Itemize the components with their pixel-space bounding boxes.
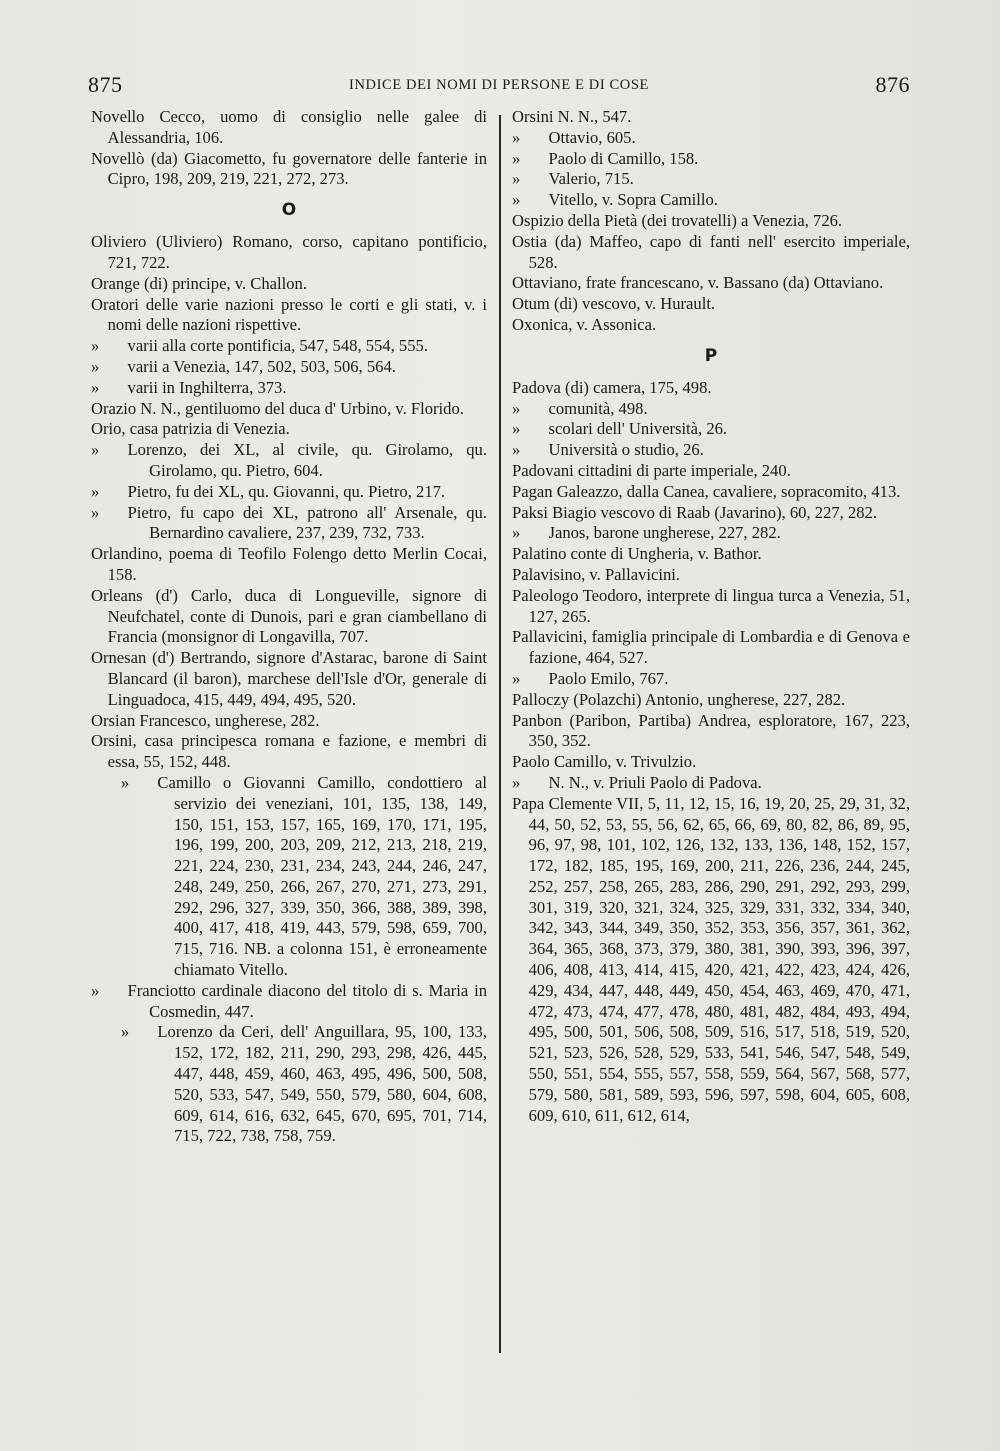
running-title: INDICE DEI NOMI DI PERSONE E DI COSE (349, 77, 649, 93)
ditto-mark: » (91, 336, 100, 356)
index-subentry (91, 357, 487, 378)
index-entry: Paleologo Teodoro, interprete di lingua turca a Venezia, 51, 127, 265. (512, 585, 910, 626)
ditto-mark: » (91, 502, 100, 522)
ditto-mark: » (512, 148, 521, 168)
right-column (512, 107, 910, 1126)
ditto-mark: » (512, 169, 521, 189)
index-subentry (512, 773, 910, 794)
ditto-mark: » (91, 440, 100, 460)
index-subentry (512, 523, 910, 544)
index-subentry (512, 190, 910, 211)
index-entry: Orlandino, poema di Teofilo Folengo detto Merlin Cocai, 158. (91, 544, 487, 584)
index-subentry (91, 440, 487, 482)
subentry-text: Università o studio, 26. (548, 440, 704, 460)
section-letter: P (704, 345, 718, 366)
index-entry: Ospizio della Pietà (dei trovatelli) a Venezia, 726. (512, 210, 843, 230)
ditto-mark: » (512, 419, 521, 439)
ditto-mark: » (120, 1022, 130, 1042)
index-subentry (91, 981, 487, 1023)
section-letter: O (281, 200, 297, 221)
subentry-text: Valerio, 715. (548, 169, 634, 189)
index-subentry (512, 399, 910, 420)
index-subentry (512, 128, 910, 149)
subentry-text: Pietro, fu capo dei XL, patrono all' Arsenale, qu. Bernardino cavaliere, 237, 239, 732, 733. (127, 502, 487, 543)
index-subentry (91, 336, 487, 357)
index-entry: Ostia (da) Maffeo, capo di fanti nell' esercito imperiale, 528. (512, 231, 910, 272)
index-subentry (512, 440, 910, 461)
index-entry: Pagan Galeazzo, dalla Canea, cavaliere, sopracomito, 413. (512, 481, 901, 501)
subentry-text: Lorenzo da Ceri, dell' Anguillara, 95, 100, 133, 152, 172, 182, 211, 290, 293, 298, 426, 445, 447, 448, 459, 460, 463, 495, 496, 500, 508, 520, 533, 547, 549, 550, 579, 580, 604, 608, 609, 614, 616, 632, 645, 670, 695, 701, 714, 715, 722, 738, 758, 759. (157, 1022, 487, 1146)
subentry-text: Vitello, v. Sopra Camillo. (548, 190, 718, 210)
ditto-mark: » (512, 772, 521, 792)
subentry-text: N. N., v. Priuli Paolo di Padova. (548, 772, 762, 792)
subentry-text: Camillo o Giovanni Camillo, condottiero al servizio dei veneziani, 101, 135, 138, 149, 150, 151, 153, 157, 165, 169, 170, 171, 195, 196, 199, 200, 203, 209, 212, 213, 218, 219, 221, 224, 230, 231, 234, 243, 244, 246, 247, 248, 249, 250, 266, 267, 270, 271, 273, 291, 292, 296, 327, 339, 350, 366, 388, 389, 398, 400, 417, 418, 419, 443, 579, 598, 659, 700, 715, 716. NB. a colonna 151, è erroneamente chiamato Vitello. (157, 772, 487, 980)
ditto-mark: » (91, 356, 100, 376)
index-entry: Otum (di) vescovo, v. Hurault. (512, 294, 716, 314)
index-subentry (512, 419, 910, 440)
index-subentry (91, 1022, 487, 1147)
index-entry: Orazio N. N., gentiluomo del duca d' Urbino, v. Florido. (91, 398, 464, 418)
index-entry: Orsini N. N., 547. (512, 107, 632, 126)
index-entry: Oratori delle varie nazioni presso le corti e gli stati, v. i nomi delle nazioni rispettive. (91, 294, 487, 335)
index-entry: Ottaviano, frate francescano, v. Bassano (da) Ottaviano. (512, 273, 884, 293)
index-entry: Palloczy (Polazchi) Antonio, ungherese, 227, 282. (512, 689, 846, 709)
page-number-right: 876 (875, 72, 910, 97)
index-entry: Paksi Biagio vescovo di Raab (Javarino), 60, 227, 282. (512, 502, 878, 522)
subentry-text: comunità, 498. (548, 398, 648, 418)
ditto-mark: » (91, 377, 100, 397)
subentry-text: Janos, barone ungherese, 227, 282. (548, 523, 781, 543)
index-entry: Novellò (da) Giacometto, fu governatore delle fanterie in Cipro, 198, 209, 219, 221, 272, 273. (91, 148, 487, 189)
subentry-text: Ottavio, 605. (548, 127, 636, 147)
ditto-mark: » (512, 398, 521, 418)
index-entry: Papa Clemente VII, 5, 11, 12, 15, 16, 19, 20, 25, 29, 31, 32, 44, 50, 52, 53, 55, 56, 62, 65, 66, 69, 80, 82, 86, 89, 95, 96, 97, 98, 101, 102, 126, 132, 133, 136, 148, 152, 157, 172, 182, 185, 195, 169, 200, 211, 226, 236, 244, 245, 252, 257, 258, 265, 283, 286, 290, 291, 292, 293, 299, 301, 319, 320, 321, 324, 325, 329, 331, 332, 334, 340, 342, 343, 344, 349, 350, 352, 353, 356, 357, 361, 362, 364, 365, 368, 373, 379, 380, 381, 390, 393, 396, 397, 406, 408, 413, 414, 415, 420, 421, 422, 423, 424, 426, 429, 434, 447, 448, 449, 450, 454, 463, 469, 470, 471, 472, 473, 474, 477, 478, 480, 481, 482, 484, 493, 494, 495, 500, 501, 506, 508, 509, 516, 517, 518, 519, 520, 521, 523, 526, 528, 529, 533, 541, 546, 547, 548, 549, 550, 551, 554, 555, 557, 558, 559, 564, 567, 568, 577, 579, 580, 581, 589, 593, 596, 597, 598, 604, 605, 608, 609, 610, 611, 612, 614, (512, 793, 910, 1125)
ditto-mark: » (512, 440, 521, 460)
index-entry: Panbon (Paribon, Partiba) Andrea, esploratore, 167, 223, 350, 352. (512, 710, 910, 751)
subentry-text: Pietro, fu dei XL, qu. Giovanni, qu. Pietro, 217. (127, 481, 446, 501)
index-entry: Orange (di) principe, v. Challon. (91, 273, 307, 293)
index-entry: Palavisino, v. Pallavicini. (512, 564, 681, 584)
subentry-text: varii alla corte pontificia, 547, 548, 554, 555. (127, 336, 428, 356)
column-divider (499, 115, 501, 1353)
index-entry: Ornesan (d') Bertrando, signore d'Astarac, barone di Saint Blancard (il baron), marchese dell'Isle d'Or, generale di Linguadoca, 415, 449, 494, 495, 520. (91, 648, 487, 709)
index-entry: Palatino conte di Ungheria, v. Bathor. (512, 544, 762, 564)
ditto-mark: » (512, 668, 521, 688)
index-entry: Orsini, casa principesca romana e fazione, e membri di essa, 55, 152, 448. (91, 731, 487, 772)
index-entry: Oliviero (Uliviero) Romano, corso, capitano pontificio, 721, 722. (91, 232, 487, 272)
index-entry: Novello Cecco, uomo di consiglio nelle galee di Alessandria, 106. (91, 107, 487, 147)
subentry-text: varii a Venezia, 147, 502, 503, 506, 564. (127, 356, 396, 376)
ditto-mark: » (512, 190, 521, 210)
subentry-text: Paolo di Camillo, 158. (548, 148, 699, 168)
subentry-text: scolari dell' Università, 26. (548, 419, 728, 439)
subentry-text: varii in Inghilterra, 373. (127, 377, 287, 397)
index-entry: Orleans (d') Carlo, duca di Longueville, signore di Neufchatel, conte di Dunois, pari e gran ciambellano di Francia (monsignor di Longavilla, 707. (91, 585, 487, 647)
index-subentry (91, 482, 487, 503)
ditto-mark: » (91, 980, 100, 1000)
index-entry: Pallavicini, famiglia principale di Lombardia e di Genova e fazione, 464, 527. (512, 627, 910, 668)
subentry-text: Lorenzo, dei XL, al civile, qu. Girolamo, qu. Girolamo, qu. Pietro, 604. (127, 440, 487, 480)
page-header (88, 72, 910, 102)
index-entry: Oxonica, v. Assonica. (512, 314, 657, 334)
ditto-mark: » (512, 127, 521, 147)
ditto-mark: » (91, 481, 100, 501)
index-subentry (512, 149, 910, 170)
index-subentry (91, 503, 487, 545)
ditto-mark: » (120, 772, 130, 792)
index-entry: Padovani cittadini di parte imperiale, 240. (512, 460, 791, 480)
subentry-text: Paolo Emilo, 767. (548, 668, 669, 688)
index-entry: Paolo Camillo, v. Trivulzio. (512, 752, 697, 772)
index-subentry (91, 773, 487, 981)
page-number-left: 875 (88, 72, 123, 97)
index-entry: Padova (di) camera, 175, 498. (512, 377, 712, 397)
index-entry: Orio, casa patrizia di Venezia. (91, 419, 290, 439)
ditto-mark: » (512, 523, 521, 543)
subentry-text: Franciotto cardinale diacono del titolo di s. Maria in Cosmedin, 447. (127, 980, 487, 1021)
index-entry: Orsian Francesco, ungherese, 282. (91, 710, 320, 730)
index-subentry (512, 169, 910, 190)
index-subentry (91, 378, 487, 399)
index-subentry (512, 669, 910, 690)
left-column (91, 107, 487, 1147)
